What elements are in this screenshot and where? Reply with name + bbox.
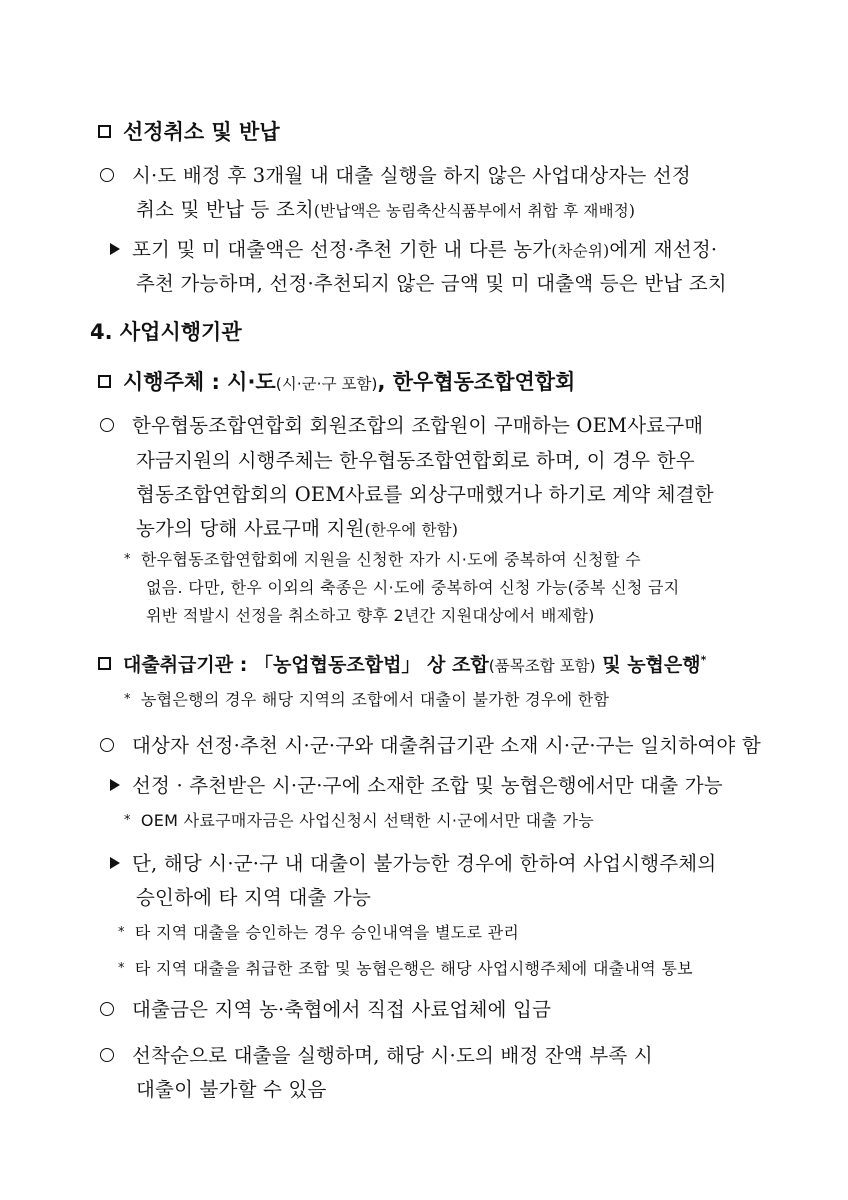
paragraph-3-text-4: 농가의 당해 사료구매 지원 xyxy=(136,517,365,540)
paragraph-3-line-1 xyxy=(100,410,703,438)
note-1-text-2: 없음. 다만, 한우 이외의 축종은 시·도에 중복하여 신청 가능(중복 신청 금지 xyxy=(146,578,680,597)
note-1-line-1 xyxy=(124,547,641,570)
paragraph-5-text: 선정 · 추천받은 시·군·구에 소재한 조합 및 농협은행에서만 대출 가능 xyxy=(132,774,723,797)
note-2 xyxy=(124,687,609,710)
heading-lending-small: (품목조합 포함) xyxy=(488,657,596,675)
note-1-text-3: 위반 적발시 선정을 취소하고 향후 2년간 지원대상에서 배제함) xyxy=(146,606,595,625)
checkbox-square-icon xyxy=(98,125,111,138)
paragraph-6-text-1: 단, 해당 시·군·구 내 대출이 불가능한 경우에 한하여 사업시행주체의 xyxy=(132,852,717,875)
heading-lending-institution xyxy=(98,650,706,677)
section-4-heading xyxy=(90,316,242,346)
paragraph-2-text-2: 추천 가능하며, 선정·추천되지 않은 금액 및 미 대출액 등은 반납 조치 xyxy=(136,272,727,295)
paragraph-8-text-1: 선착순으로 대출을 실행하며, 해당 시·도의 배정 잔액 부족 시 xyxy=(132,1044,653,1067)
heading-operator-small: (시·군·구 포함) xyxy=(275,375,378,393)
asterisk-marker: * xyxy=(124,552,131,567)
paragraph-4-text: 대상자 선정·추천 시·군·구와 대출취급기관 소재 시·군·구는 일치하여야 함 xyxy=(132,734,761,757)
triangle-bullet-icon xyxy=(110,857,120,869)
paragraph-8-line-2 xyxy=(136,1074,327,1102)
note-2-text: 농협은행의 경우 해당 지역의 조합에서 대출이 불가한 경우에 한함 xyxy=(140,690,610,709)
note-3 xyxy=(124,808,594,831)
paragraph-3-line-3 xyxy=(136,479,714,507)
paragraph-3-text-2: 자금지원의 시행주체는 한우협동조합연합회로 하며, 이 경우 한우 xyxy=(136,449,695,472)
heading-lending-end: 및 농협은행 xyxy=(595,654,701,676)
paragraph-1-line-1 xyxy=(100,160,691,188)
paragraph-2-small-note: (차순위) xyxy=(551,242,610,260)
note-5-text: 타 지역 대출을 취급한 조합 및 농협은행은 해당 사업시행주체에 대출내역 통보 xyxy=(134,959,693,978)
paragraph-1-text-2: 취소 및 반납 등 조치 xyxy=(136,198,314,221)
paragraph-6-line-1 xyxy=(110,848,716,876)
checkbox-square-icon xyxy=(98,657,111,670)
heading-cancellation xyxy=(98,116,280,146)
paragraph-6-text-2: 승인하에 타 지역 대출 가능 xyxy=(136,886,372,909)
note-4-text: 타 지역 대출을 승인하는 경우 승인내역을 별도로 관리 xyxy=(134,923,520,942)
heading-operator-text: 시행주체 : 시·도 xyxy=(123,370,276,394)
paragraph-3-line-2 xyxy=(136,445,695,473)
asterisk-marker: * xyxy=(124,692,131,707)
paragraph-6-line-2 xyxy=(136,882,371,910)
circle-bullet-icon xyxy=(100,418,114,432)
note-1-text-1: 한우협동조합연합회에 지원을 신청한 자가 시·도에 중복하여 신청할 수 xyxy=(140,550,641,569)
note-1-line-2 xyxy=(146,575,679,598)
paragraph-3-text-3: 협동조합연합회의 OEM사료를 외상구매했거나 하기로 계약 체결한 xyxy=(136,483,714,506)
paragraph-5 xyxy=(110,770,723,798)
section-4-heading-text: 4. 사업시행기관 xyxy=(90,320,242,344)
paragraph-3-text-1: 한우협동조합연합회 회원조합의 조합원이 구매하는 OEM사료구매 xyxy=(132,414,704,437)
note-3-text: OEM 사료구매자금은 사업신청시 선택한 시·군에서만 대출 가능 xyxy=(140,811,595,830)
paragraph-2-text-1-end: 에게 재선정· xyxy=(609,238,718,261)
paragraph-3-small-note: (한우에 한함) xyxy=(364,521,459,539)
paragraph-7 xyxy=(100,994,551,1022)
heading-lending-text: 대출취급기관 : 「농업협동조합법」 상 조합 xyxy=(123,654,489,676)
triangle-bullet-icon xyxy=(110,779,120,791)
heading-lending-footnote-mark: * xyxy=(700,653,707,667)
paragraph-2-line-2 xyxy=(136,268,727,296)
circle-bullet-icon xyxy=(100,1048,114,1062)
paragraph-2-text-1: 포기 및 미 대출액은 선정·추천 기한 내 다른 농가 xyxy=(132,238,552,261)
paragraph-8-line-1 xyxy=(100,1040,653,1068)
asterisk-marker: * xyxy=(124,813,131,828)
circle-bullet-icon xyxy=(100,1002,114,1016)
paragraph-2-line-1 xyxy=(110,234,717,262)
heading-cancellation-text: 선정취소 및 반납 xyxy=(123,120,280,144)
paragraph-4 xyxy=(100,730,761,758)
paragraph-3-line-4 xyxy=(136,513,458,541)
heading-operator-end: , 한우협동조합연합회 xyxy=(377,370,576,394)
circle-bullet-icon xyxy=(100,168,114,182)
paragraph-1-line-2 xyxy=(136,194,635,222)
checkbox-square-icon xyxy=(98,375,111,388)
note-1-line-3 xyxy=(146,603,595,626)
paragraph-1-text-1: 시·도 배정 후 3개월 내 대출 실행을 하지 않은 사업대상자는 선정 xyxy=(132,164,691,187)
note-4 xyxy=(118,920,519,943)
heading-operator xyxy=(98,366,575,396)
note-5 xyxy=(118,956,693,979)
paragraph-7-text: 대출금은 지역 농·축협에서 직접 사료업체에 입금 xyxy=(132,998,552,1021)
asterisk-marker: * xyxy=(118,961,125,976)
asterisk-marker: * xyxy=(118,925,125,940)
circle-bullet-icon xyxy=(100,738,114,752)
paragraph-1-small-note: (반납액은 농림축산식품부에서 취합 후 재배정) xyxy=(313,202,636,220)
paragraph-8-text-2: 대출이 불가할 수 있음 xyxy=(136,1078,327,1101)
triangle-bullet-icon xyxy=(110,243,120,255)
